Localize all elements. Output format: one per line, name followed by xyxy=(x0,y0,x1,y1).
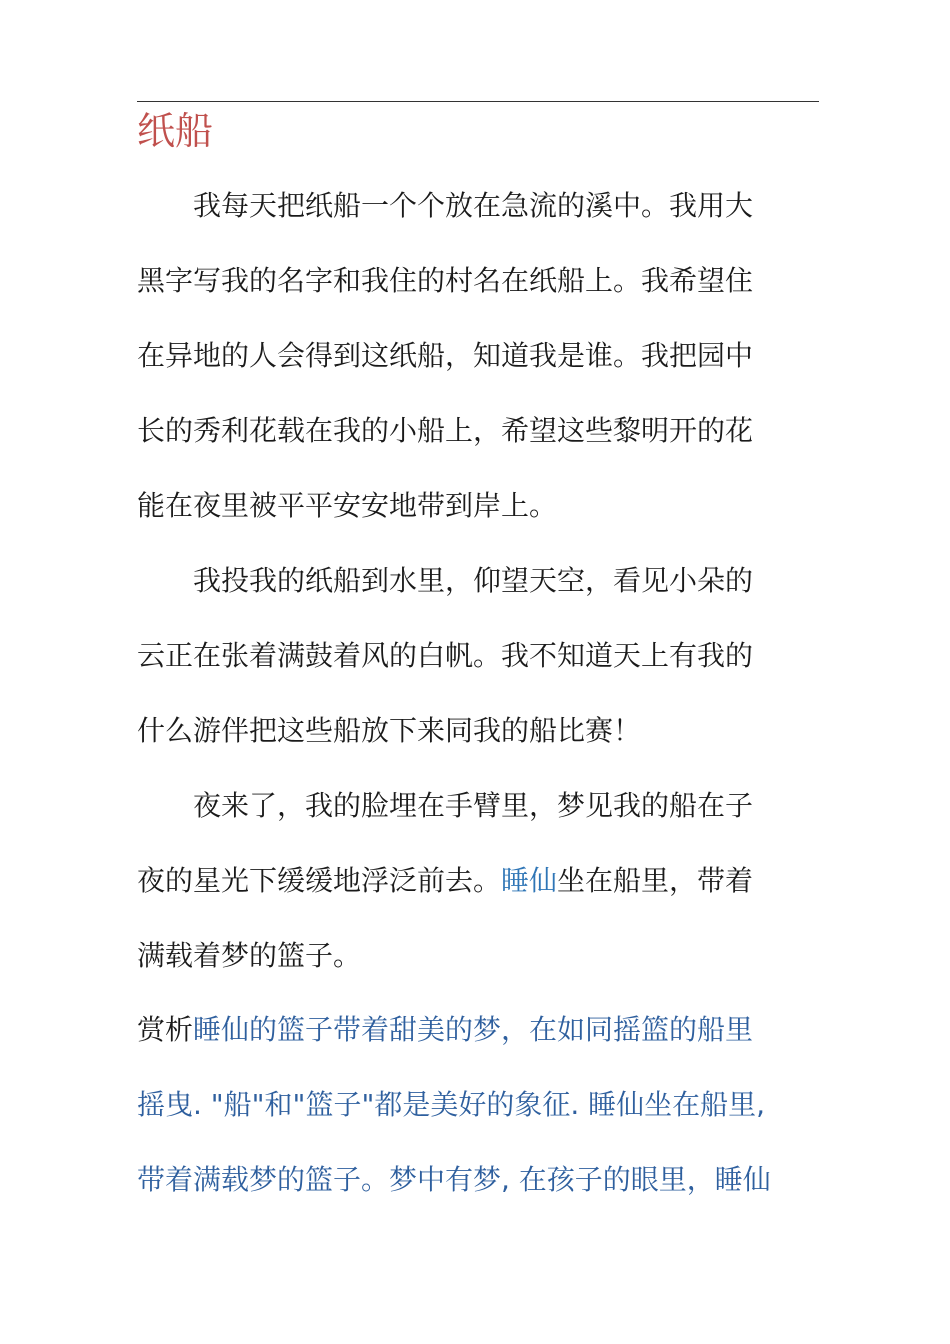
paragraph-2 xyxy=(137,543,809,768)
paragraph-line: 什么游伴把这些船放下来同我的船比赛！ xyxy=(137,714,642,747)
document-title: 纸船 xyxy=(137,109,214,153)
paragraph-line: 在异地的人会得到这纸船，知道我是谁。我把园中 xyxy=(137,339,754,372)
analysis-label: 赏析 xyxy=(137,1013,194,1046)
analysis-text: 睡仙的篮子带着甜美的梦，在如同摇篮的船里 xyxy=(193,1013,754,1046)
analysis-line: 带着满载梦的篮子。梦中有梦, 在孩子的眼里，睡仙 xyxy=(137,1163,771,1196)
paragraph-line: 能在夜里被平平安安地带到岸上。 xyxy=(137,489,558,522)
header-rule xyxy=(137,101,819,102)
analysis-line xyxy=(137,992,827,1067)
analysis-line: 摇曳. "船"和"篮子"都是美好的象征. 睡仙坐在船里, xyxy=(137,1088,766,1121)
paragraph-text: 坐在船里，带着 xyxy=(557,864,754,897)
sleep-fairy-link[interactable]: 睡仙 xyxy=(501,864,558,897)
analysis-section xyxy=(137,992,827,1217)
paragraph-line: 满载着梦的篮子。 xyxy=(137,939,362,972)
paragraph-text: 夜的星光下缓缓地浮泛前去。 xyxy=(137,864,502,897)
poem-body xyxy=(137,168,809,993)
paragraph-line: 夜来了，我的脸埋在手臂里，梦见我的船在子 xyxy=(193,789,754,822)
paragraph-line: 黑字写我的名字和我住的村名在纸船上。我希望住 xyxy=(137,264,754,297)
paragraph-line: 我投我的纸船到水里，仰望天空，看见小朵的 xyxy=(193,564,754,597)
paragraph-line: 长的秀利花载在我的小船上，希望这些黎明开的花 xyxy=(137,414,754,447)
paragraph-line xyxy=(137,843,809,918)
paragraph-line: 云正在张着满鼓着风的白帆。我不知道天上有我的 xyxy=(137,639,754,672)
paragraph-1 xyxy=(137,168,809,543)
paragraph-3 xyxy=(137,768,809,993)
paragraph-line: 我每天把纸船一个个放在急流的溪中。我用大 xyxy=(193,189,754,222)
